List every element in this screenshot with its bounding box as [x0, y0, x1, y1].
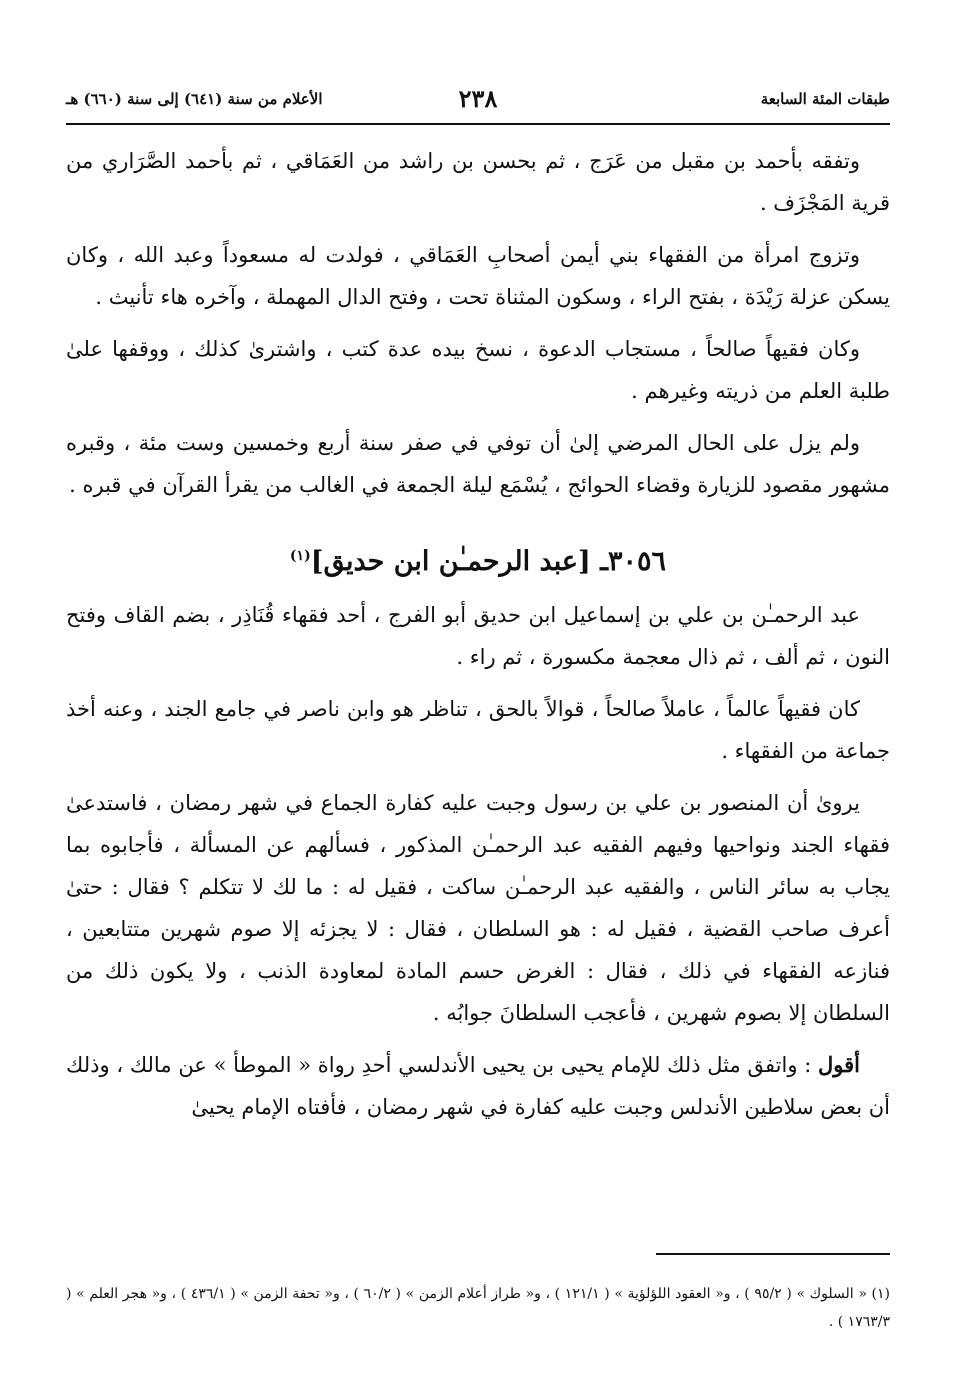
author-remark-lead: أقول [818, 1052, 860, 1077]
footnote-divider [656, 1253, 890, 1255]
page-number: ٢٣٨ [458, 84, 498, 113]
footnote-reference: (١) [289, 548, 311, 564]
footnote: (١) « السلوك » ( ٩٥/٢ ) ، و« العقود اللؤلؤية » ( ١٢١/١ ) ، و« طراز أعلام الزمن » ( ٦٠/٢ ) ، و« تحفة الزمن » ( ٤٣٦/١ ) ، و« هجر العلم » ( ١٧٦٣/٣ ) . [66, 1286, 890, 1330]
header-divider [66, 123, 890, 125]
footnotes [66, 1280, 890, 1336]
header-section-title: طبقات المئة السابعة [760, 90, 890, 108]
main-text [66, 140, 890, 1138]
paragraph-final [66, 1044, 890, 1128]
header-year-range: الأعلام من سنة (٦٤١) إلى سنة (٦٦٠) هـ [66, 90, 323, 108]
paragraph: ولم يزل على الحال المرضي إلىٰ أن توفي في صفر سنة أربع وخمسين وست مئة ، وقبره مشهور مقصود للزيارة وقضاء الحوائج ، يُسْمَع ليلة الجمعة في الغالب من يقرأ القرآن في قبره . [66, 431, 890, 497]
author-remark-text: : واتفق مثل ذلك للإمام يحيى بن يحيى الأندلسي أحدِ رواة « الموطأ » عن مالك ، وذلك أن بعض سلاطين الأندلس وجبت عليه كفارة في شهر رمضان ، فأفتاه الإمام يحيىٰ [66, 1053, 890, 1119]
entry-heading [66, 534, 890, 584]
paragraph: كان فقيهاً عالماً ، عاملاً صالحاً ، قوالاً بالحق ، تناظر هو وابن ناصر في جامع الجند ، وعنه أخذ جماعة من الفقهاء . [66, 697, 890, 763]
paragraph: وتفقه بأحمد بن مقبل من عَرَج ، ثم بحسن بن راشد من العَمَاقي ، ثم بأحمد الصَّرَاري من قرية المَجْزَف . [66, 149, 890, 215]
paragraph: وكان فقيهاً صالحاً ، مستجاب الدعوة ، نسخ بيده عدة كتب ، واشترىٰ كذلك ، ووقفها علىٰ طلبة العلم من ذريته وغيرهم . [66, 337, 890, 403]
paragraph: يروىٰ أن المنصور بن علي بن رسول وجبت عليه كفارة الجماع في شهر رمضان ، فاستدعىٰ فقهاء الجند ونواحيها وفيهم الفقيه عبد الرحمـٰن المذكور ، فسألهم عن المسألة ، فأجابوه بما يجاب به سائر الناس ، والفقيه عبد الرحمـٰن ساكت ، فقيل له : ما لك لا تتكلم ؟ فقال : حتىٰ أعرف صاحب القضية ، فقيل له : هو السلطان ، فقال : لا يجزئه إلا صوم شهرين متتابعين ، فنازعه الفقهاء في ذلك ، فقال : الغرض حسم المادة لمعاودة الذنب ، ولا يكون ذلك من السلطان إلا بصوم شهرين ، فأعجب السلطانَ جوابُه . [66, 791, 890, 1025]
running-header [66, 84, 890, 118]
entry-heading-text: ٣٠٥٦ـ [عبد الرحمـٰن ابن حديق] [310, 546, 667, 577]
paragraph: وتزوج امرأة من الفقهاء بني أيمن أصحابِ العَمَاقي ، فولدت له مسعوداً وعبد الله ، وكان يسكن عزلة رَيْدَة ، بفتح الراء ، وسكون المثناة تحت ، وفتح الدال المهملة ، وآخره هاء تأنيث . [66, 243, 890, 309]
paragraph: عبد الرحمـٰن بن علي بن إسماعيل ابن حديق أبو الفرج ، أحد فقهاء قُنَاذِر ، بضم القاف وفتح النون ، ثم ألف ، ثم ذال معجمة مكسورة ، ثم راء . [66, 603, 890, 669]
